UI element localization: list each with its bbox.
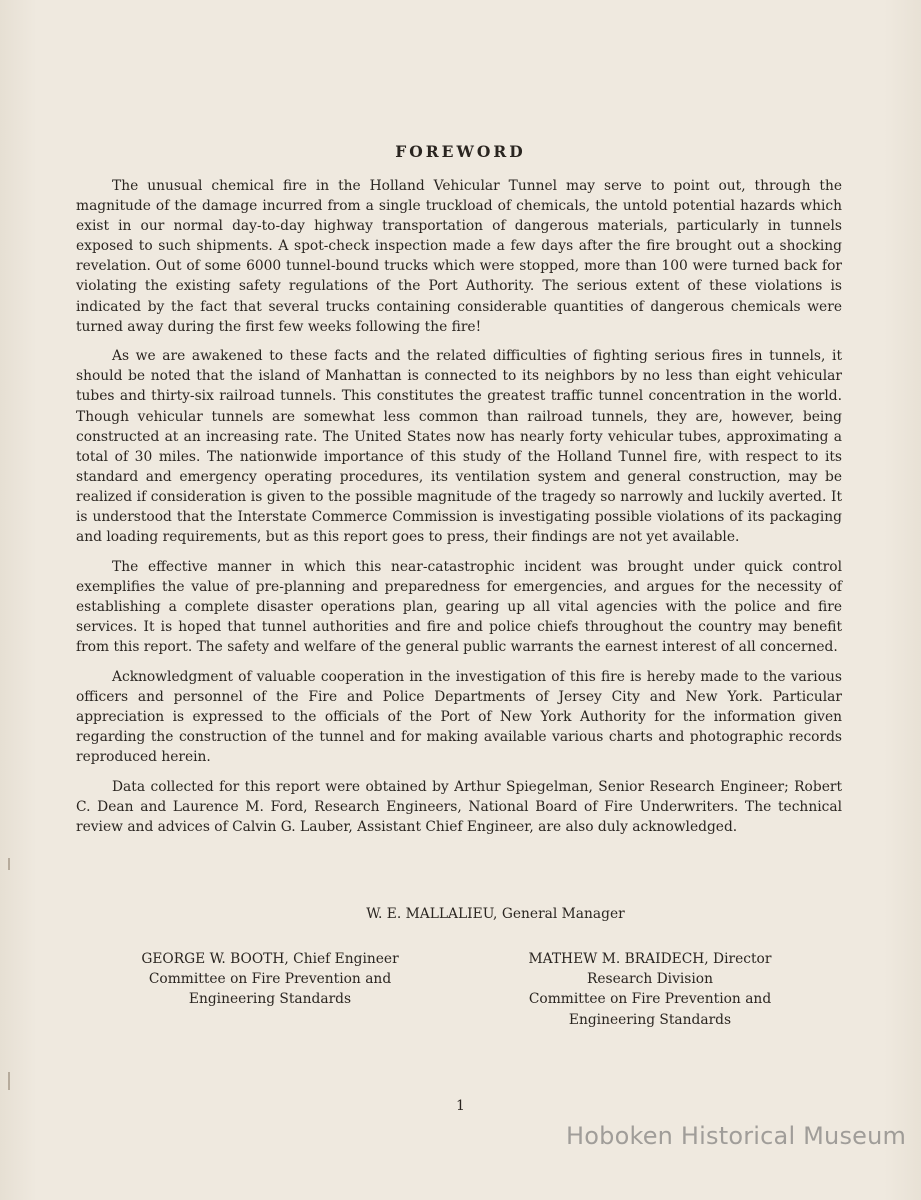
- signature-line: Research Division: [587, 971, 713, 988]
- signature-chief-engineer: [100, 949, 440, 1010]
- signature-line: Engineering Standards: [188, 991, 352, 1008]
- paragraph: Data collected for this report were obtained by Arthur Spiegelman, Senior Research Engineer; Robert C. Dean and Laurence M. Ford, Research Engineers, National Board of Fire Underwriters. The technical review and advices of Calvin G. Lauber, Assistant Chief Engineer, are also duly acknowledged.: [76, 778, 842, 835]
- page-title: FOREWORD: [395, 142, 526, 161]
- watermark: Hoboken Historical Museum: [566, 1122, 907, 1150]
- paragraph: Acknowledgment of valuable cooperation in the investigation of this fire is hereby made to the various officers and personnel of the Fire and Police Departments of Jersey City and New York. Particular appreciation is expressed to the officials of the Port of New York Authority for the information given regarding the construction of the tunnel and for making available various charts and photographic records reproduced herein.: [76, 668, 842, 766]
- signature-line: Engineering Standards: [568, 1011, 732, 1028]
- page-edge-mark: [8, 1072, 10, 1090]
- signature-general-manager: W. E. MALLALIEU, General Manager: [366, 906, 625, 922]
- paragraph: The unusual chemical fire in the Holland Vehicular Tunnel may serve to point out, through the magnitude of the damage incurred from a single truckload of chemicals, the untold potential hazards which exist in our normal day-to-day highway transportation of dangerous materials, particularly in tunnels exposed to such shipments. A spot-check inspection made a few days after the fire brought out a shocking revelation. Out of some 6000 tunnel-bound trucks which were stopped, more than 100 were turned back for violating the existing safety regulations of the Port Authority. The serious extent of these violations is indicated by the fact that several trucks containing considerable quantities of dangerous chemicals were turned away during the first few weeks following the fire!: [76, 178, 842, 335]
- foreword-body: [76, 176, 842, 846]
- signature-director: [480, 949, 820, 1030]
- page-number: 1: [456, 1098, 465, 1114]
- signature-line: Committee on Fire Prevention and: [528, 991, 772, 1008]
- signature-line: Committee on Fire Prevention and: [148, 971, 392, 988]
- paragraph: As we are awakened to these facts and the related difficulties of fighting serious fires in tunnels, it should be noted that the island of Manhattan is connected to its neighbors by no less than eight vehicular tubes and thirty-six railroad tunnels. This constitutes the greatest traffic tunnel concentration in the world. Though vehicular tunnels are somewhat less common than railroad tunnels, they are, however, being constructed at an increasing rate. The United States now has nearly forty vehicular tubes, approximating a total of 30 miles. The nationwide importance of this study of the Holland Tunnel fire, with respect to its standard and emergency operating procedures, its ventilation system and general construction, may be realized if consideration is given to the possible magnitude of the tragedy so narrowly and luckily averted. It is understood that the Interstate Commerce Commission is investigating possible violations of its packaging and loading requirements, but as this report goes to press, their findings are not yet available.: [76, 348, 842, 546]
- signature-name: GEORGE W. BOOTH, Chief Engineer: [141, 951, 399, 967]
- page-edge-mark: [8, 858, 10, 870]
- signature-name: MATHEW M. BRAIDECH, Director: [528, 951, 772, 967]
- paragraph: The effective manner in which this near-catastrophic incident was brought under quick control exemplifies the value of pre-planning and preparedness for emergencies, and argues for the necessity of establishing a complete disaster operations plan, gearing up all vital agencies with the police and fire services. It is hoped that tunnel authorities and fire and police chiefs throughout the country may benefit from this report. The safety and welfare of the general public warrants the earnest interest of all concerned.: [76, 558, 842, 656]
